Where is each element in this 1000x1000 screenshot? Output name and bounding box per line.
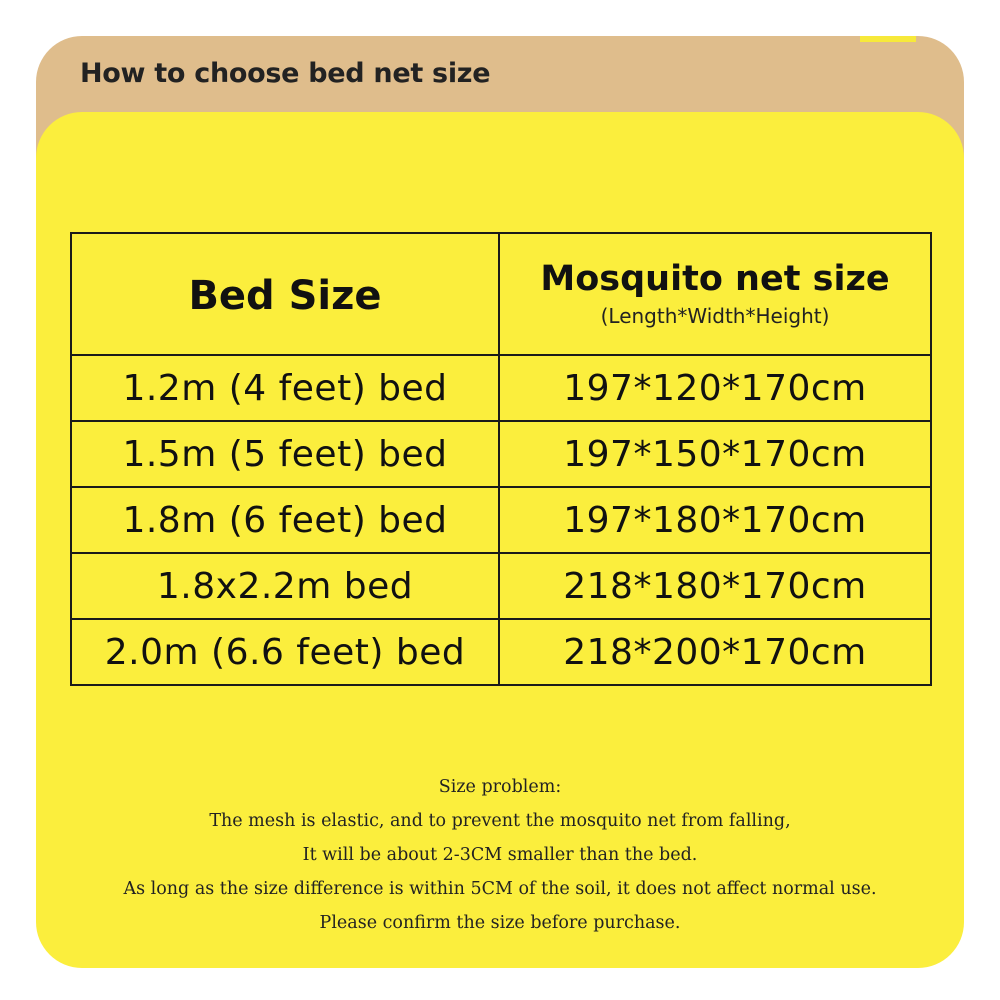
notes-heading: Size problem: bbox=[438, 777, 562, 797]
bed-size-value: 1.2m (4 feet) bed bbox=[122, 367, 448, 409]
table-row bbox=[71, 487, 931, 553]
net-size-cell bbox=[499, 487, 931, 553]
notes-line: Please confirm the size before purchase. bbox=[319, 913, 681, 933]
bed-size-cell bbox=[71, 421, 499, 487]
bed-size-value: 1.8x2.2m bed bbox=[156, 565, 414, 607]
table-row bbox=[71, 553, 931, 619]
net-size-value: 197*120*170cm bbox=[563, 367, 867, 409]
net-size-value: 218*200*170cm bbox=[563, 631, 867, 673]
size-notes bbox=[60, 770, 940, 940]
table-row bbox=[71, 421, 931, 487]
bed-size-value: 2.0m (6.6 feet) bed bbox=[104, 631, 466, 673]
bed-size-value: 1.5m (5 feet) bed bbox=[122, 433, 448, 475]
table-header-row bbox=[71, 233, 931, 355]
net-size-cell bbox=[499, 619, 931, 685]
notes-line: It will be about 2-3CM smaller than the bed. bbox=[302, 845, 698, 865]
notes-line: As long as the size difference is within 5CM of the soil, it does not affect normal use. bbox=[123, 879, 877, 899]
bed-size-cell bbox=[71, 487, 499, 553]
bed-size-cell bbox=[71, 355, 499, 421]
bed-size-header-cell bbox=[71, 233, 499, 355]
net-size-value: 218*180*170cm bbox=[563, 565, 867, 607]
net-size-header-cell bbox=[499, 233, 931, 355]
size-chart-table bbox=[70, 232, 932, 686]
net-size-header: Mosquito net size bbox=[540, 259, 890, 299]
page-title: How to choose bed net size bbox=[80, 58, 491, 89]
bed-size-value: 1.8m (6 feet) bed bbox=[122, 499, 448, 541]
table-row bbox=[71, 619, 931, 685]
notes-line: The mesh is elastic, and to prevent the mosquito net from falling, bbox=[209, 811, 791, 831]
bed-size-header: Bed Size bbox=[188, 273, 382, 319]
net-size-cell bbox=[499, 355, 931, 421]
accent-strip bbox=[860, 36, 916, 42]
net-size-value: 197*150*170cm bbox=[563, 433, 867, 475]
bed-size-cell bbox=[71, 619, 499, 685]
net-size-value: 197*180*170cm bbox=[563, 499, 867, 541]
table-row bbox=[71, 355, 931, 421]
net-size-cell bbox=[499, 421, 931, 487]
bed-size-cell bbox=[71, 553, 499, 619]
net-size-dimensions-note: (Length*Width*Height) bbox=[600, 304, 830, 328]
net-size-cell bbox=[499, 553, 931, 619]
